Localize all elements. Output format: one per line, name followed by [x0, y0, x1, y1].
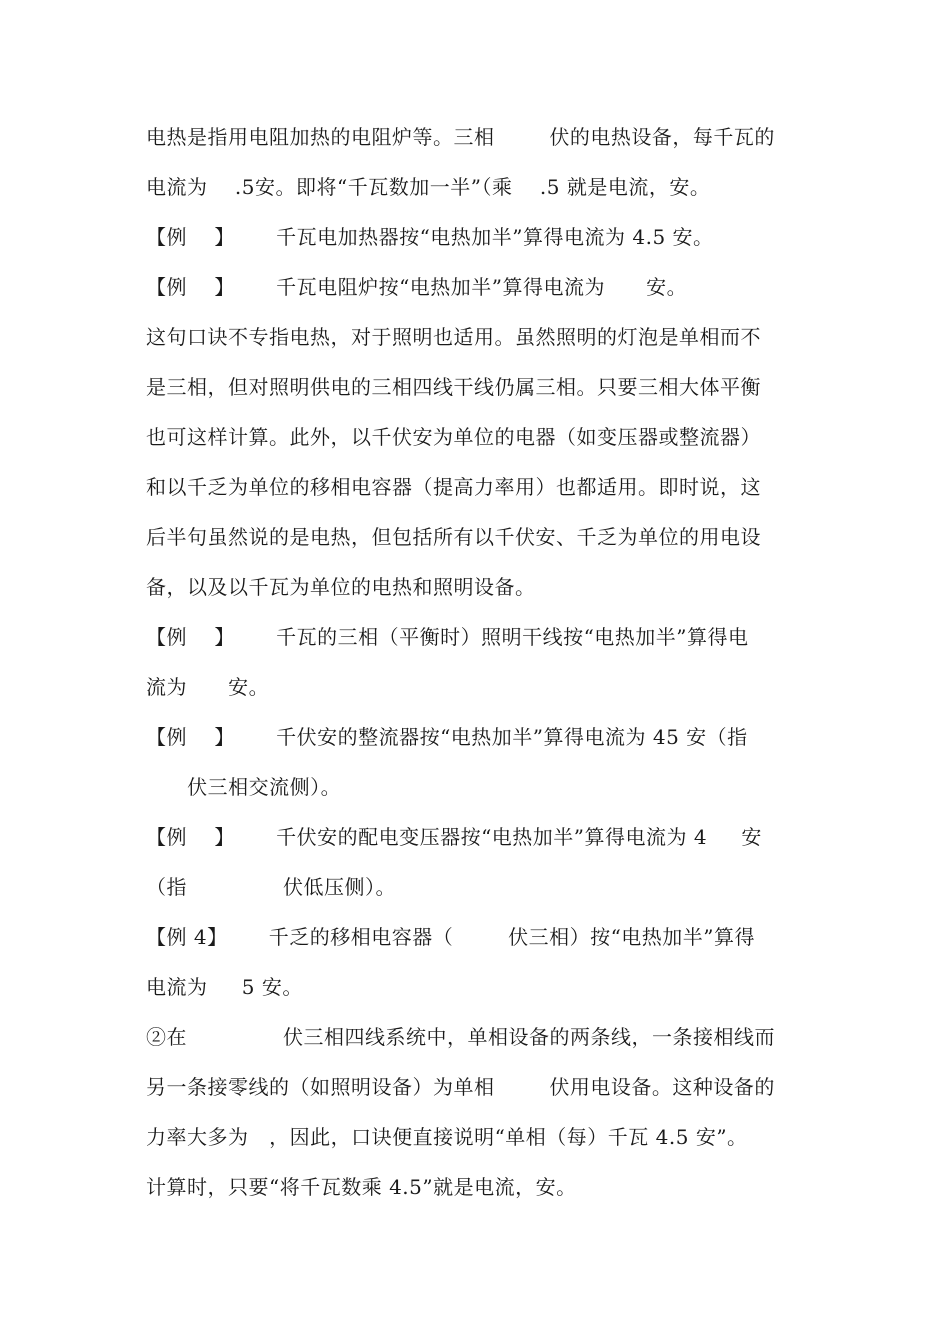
text-line: 计算时，只要“将千瓦数乘 4.5”就是电流，安。	[146, 1175, 577, 1199]
text-line: 伏三相交流侧）。	[146, 775, 342, 799]
text-line: 【例 】 千伏安的整流器按“电热加半”算得电流为 45 安（指	[146, 725, 748, 749]
text-line: 电流为 5 安。	[146, 975, 303, 999]
text-line: 后半句虽然说的是电热，但包括所有以千伏安、千乏为单位的用电设	[146, 525, 761, 549]
text-line: ②在 伏三相四线系统中，单相设备的两条线，一条接相线而	[146, 1025, 776, 1049]
text-line: 【例 】 千瓦的三相（平衡时）照明干线按“电热加半”算得电	[146, 625, 749, 649]
text-line: 另一条接零线的（如照明设备）为单相 伏用电设备。这种设备的	[146, 1075, 775, 1099]
text-line: （指 伏低压侧）。	[146, 875, 397, 899]
text-line: 流为 安。	[146, 675, 270, 699]
text-line: 电热是指用电阻加热的电阻炉等。三相 伏的电热设备，每千瓦的	[146, 125, 775, 149]
text-line: 【例 】 千伏安的配电变压器按“电热加半”算得电流为 4 安	[146, 825, 762, 849]
text-line: 也可这样计算。此外，以千伏安为单位的电器（如变压器或整流器）	[146, 425, 761, 449]
text-line: 电流为 .5安。即将“千瓦数加一半”（乘 .5 就是电流，安。	[146, 175, 711, 199]
text-line: 【例 4】 千乏的移相电容器（ 伏三相）按“电热加半”算得	[146, 925, 756, 949]
text-line: 【例 】 千瓦电加热器按“电热加半”算得电流为 4.5 安。	[146, 225, 714, 249]
text-line: 和以千乏为单位的移相电容器（提高力率用）也都适用。即时说，这	[146, 475, 761, 499]
text-line: 是三相，但对照明供电的三相四线干线仍属三相。只要三相大体平衡	[146, 375, 761, 399]
text-line: 力率大多为 ，因此，口诀便直接说明“单相（每）千瓦 4.5 安”。	[146, 1125, 748, 1149]
text-line: 【例 】 千瓦电阻炉按“电热加半”算得电流为 安。	[146, 275, 688, 299]
text-line: 这句口诀不专指电热，对于照明也适用。虽然照明的灯泡是单相而不	[146, 325, 761, 349]
text-line: 备，以及以千瓦为单位的电热和照明设备。	[146, 575, 536, 599]
